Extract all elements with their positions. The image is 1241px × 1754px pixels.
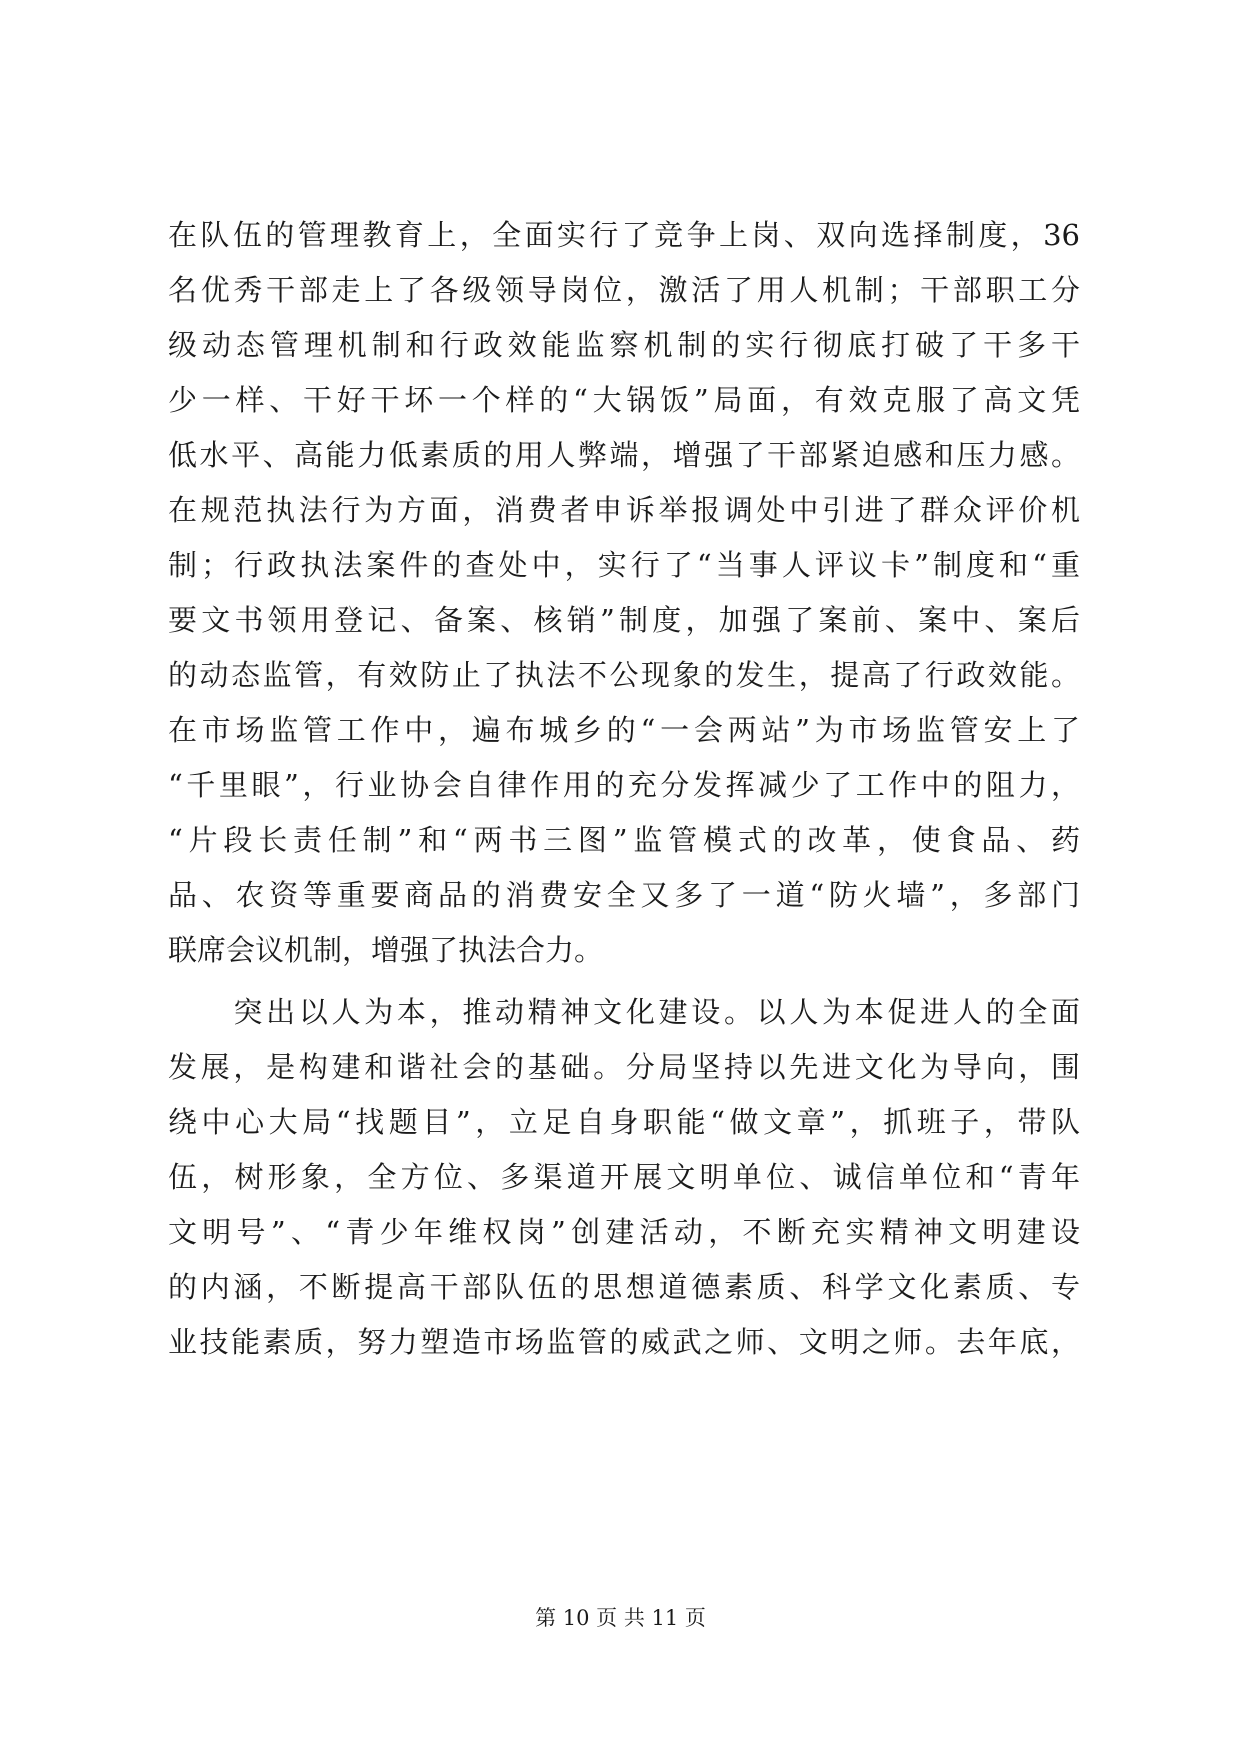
- body-text-line: 突出以人为本，推动精神文化建设。以人为本促进人的全面: [168, 995, 1080, 1029]
- body-text-line: 在队伍的管理教育上，全面实行了竞争上岗、双向选择制度，36: [168, 218, 1080, 252]
- body-text-line: 品、农资等重要商品的消费安全又多了一道“防火墙”，多部门: [168, 878, 1080, 912]
- body-text-line: 伍，树形象，全方位、多渠道开展文明单位、诚信单位和“青年: [168, 1160, 1080, 1194]
- body-text-line: 的内涵，不断提高干部队伍的思想道德素质、科学文化素质、专: [168, 1270, 1080, 1304]
- body-text-line: 少一样、干好干坏一个样的“大锅饭”局面，有效克服了高文凭: [168, 383, 1080, 417]
- body-text-line: 发展，是构建和谐社会的基础。分局坚持以先进文化为导向，围: [168, 1050, 1080, 1084]
- body-text-line: 文明号”、“青少年维权岗”创建活动，不断充实精神文明建设: [168, 1215, 1080, 1249]
- body-text-line: 要文书领用登记、备案、核销”制度，加强了案前、案中、案后: [168, 603, 1080, 637]
- body-text-line: 在规范执法行为方面，消费者申诉举报调处中引进了群众评价机: [168, 493, 1080, 527]
- body-text-line: “片段长责任制”和“两书三图”监管模式的改革，使食品、药: [168, 823, 1080, 857]
- body-text-line: “千里眼”，行业协会自律作用的充分发挥减少了工作中的阻力，: [168, 768, 1080, 802]
- body-text-line: 制；行政执法案件的查处中，实行了“当事人评议卡”制度和“重: [168, 548, 1080, 582]
- body-text-line: 低水平、高能力低素质的用人弊端，增强了干部紧迫感和压力感。: [168, 438, 1080, 472]
- paragraph-last-line: 联席会议机制，增强了执法合力。: [168, 933, 604, 967]
- page-number-footer: 第 10 页 共 11 页: [535, 1606, 706, 1630]
- body-text-line: 绕中心大局“找题目”，立足自身职能“做文章”，抓班子，带队: [168, 1105, 1080, 1139]
- body-text-line: 在市场监管工作中，遍布城乡的“一会两站”为市场监管安上了: [168, 713, 1080, 747]
- body-text-line: 名优秀干部走上了各级领导岗位，激活了用人机制；干部职工分: [168, 273, 1080, 307]
- body-text-line: 级动态管理机制和行政效能监察机制的实行彻底打破了干多干: [168, 328, 1080, 362]
- body-text-line: 的动态监管，有效防止了执法不公现象的发生，提高了行政效能。: [168, 658, 1080, 692]
- body-text-line: 业技能素质，努力塑造市场监管的威武之师、文明之师。去年底，: [168, 1325, 1080, 1359]
